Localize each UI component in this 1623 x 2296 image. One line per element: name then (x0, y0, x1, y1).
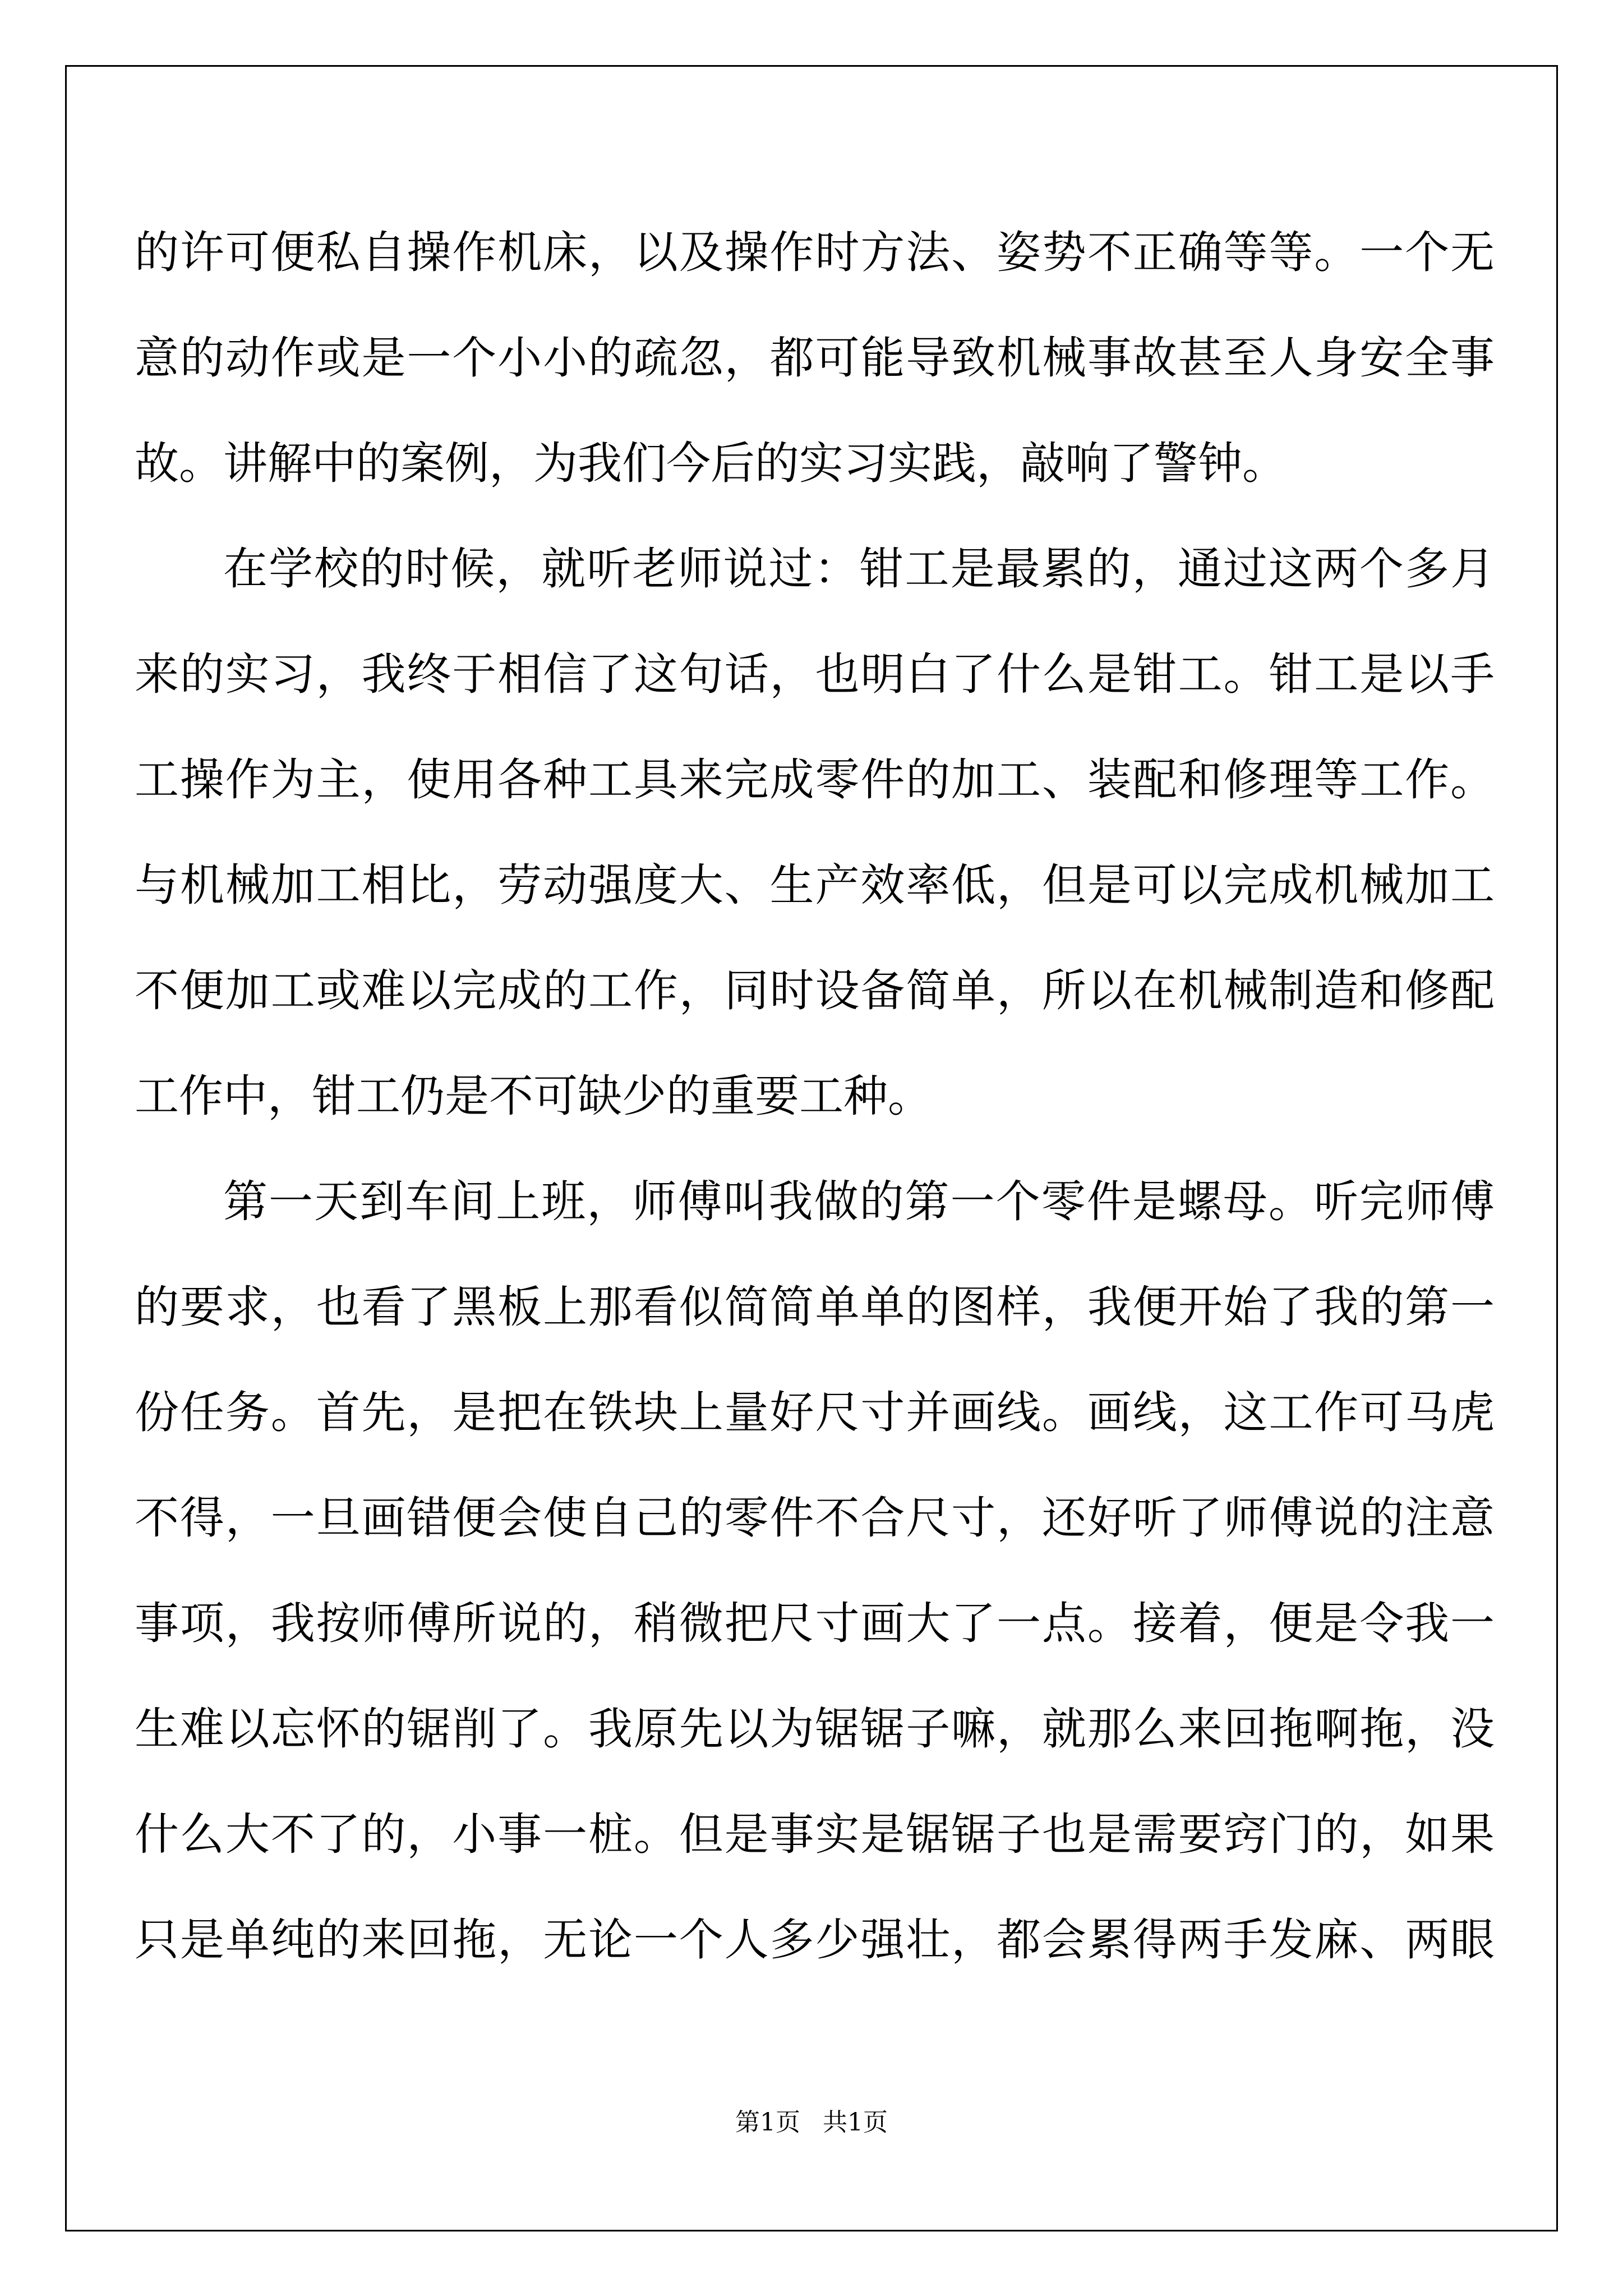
text-line: 来的实习，我终于相信了这句话，也明白了什么是钳工。钳工是以手 (135, 648, 1495, 700)
text-line: 只是单纯的来回拖，无论一个人多少强壮，都会累得两手发麻、两眼 (135, 1914, 1495, 1966)
page-footer (0, 2106, 1623, 2139)
text-line: 的要求，也看了黑板上那看似简简单单的图样，我便开始了我的第一 (135, 1281, 1495, 1333)
text-line: 第一天到车间上班，师傅叫我做的第一个零件是螺母。听完师傅 (223, 1176, 1495, 1227)
text-line: 不便加工或难以完成的工作，同时设备简单，所以在机械制造和修配 (135, 965, 1495, 1016)
text-line: 生难以忘怀的锯削了。我原先以为锯锯子嘛，就那么来回拖啊拖，没 (135, 1703, 1495, 1755)
text-line: 故。讲解中的案例，为我们今后的实习实践，敲响了警钟。 (135, 438, 1287, 489)
text-line: 不得，一旦画错便会使自己的零件不合尺寸，还好听了师傅说的注意 (135, 1492, 1495, 1544)
text-line: 事项，我按师傅所说的，稍微把尺寸画大了一点。接着，便是令我一 (135, 1598, 1495, 1649)
text-line: 与机械加工相比，劳动强度大、生产效率低，但是可以完成机械加工 (135, 859, 1495, 911)
page-total: 共1页 (823, 2108, 888, 2137)
text-line: 什么大不了的，小事一桩。但是事实是锯锯子也是需要窍门的，如果 (135, 1809, 1495, 1860)
text-line: 意的动作或是一个小小的疏忽，都可能导致机械事故甚至人身安全事 (135, 332, 1495, 384)
text-line: 在学校的时候，就听老师说过：钳工是最累的，通过这两个多月 (223, 543, 1495, 595)
text-line: 工作中，钳工仍是不可缺少的重要工种。 (135, 1070, 932, 1122)
text-line: 的许可便私自操作机床，以及操作时方法、姿势不正确等等。一个无 (135, 227, 1495, 278)
text-line: 份任务。首先，是把在铁块上量好尺寸并画线。画线，这工作可马虎 (135, 1387, 1495, 1438)
text-line: 工操作为主，使用各种工具来完成零件的加工、装配和修理等工作。 (135, 754, 1495, 806)
page-number: 第1页 (735, 2108, 800, 2137)
